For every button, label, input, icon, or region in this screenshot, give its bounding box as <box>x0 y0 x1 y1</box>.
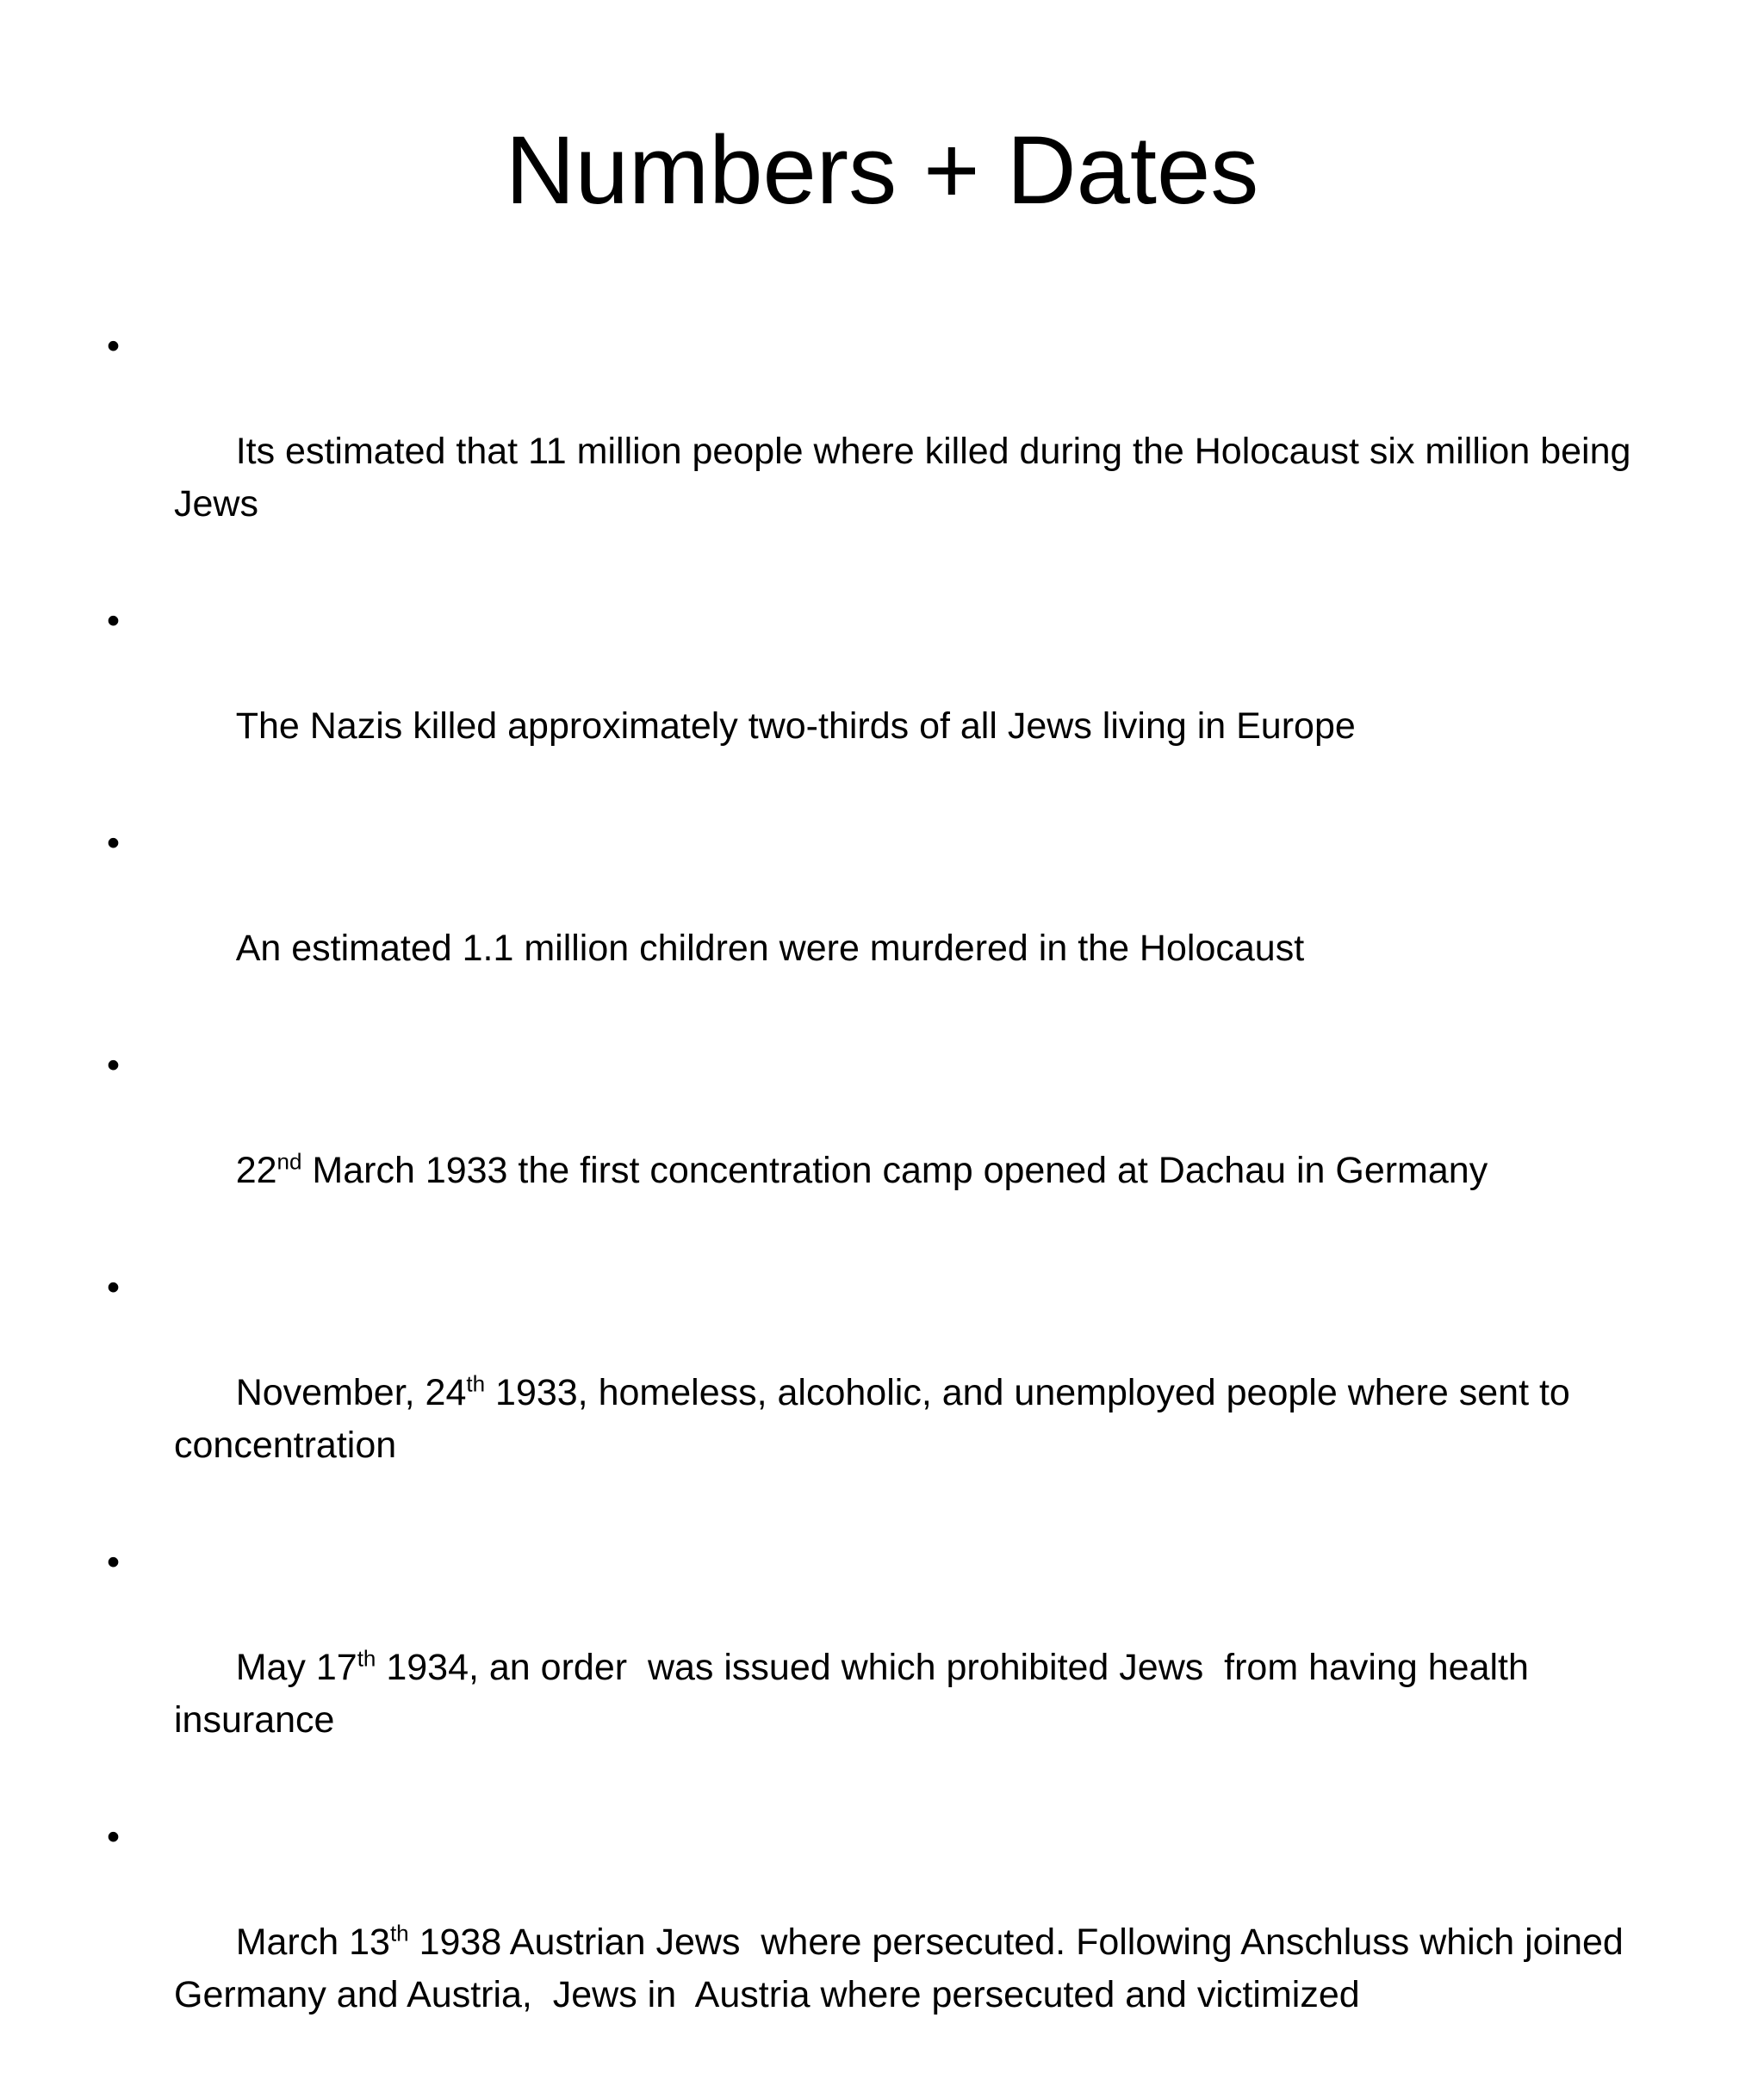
bullet-item <box>102 1811 1686 2074</box>
bullet-text-part: March 1933 the first concentration camp opened at Dachau in Germany <box>301 1150 1488 1191</box>
bullet-item <box>102 320 1686 583</box>
bullet-icon: • <box>107 823 121 864</box>
bullet-text-part: 1933, homeless, alcoholic, and unemployed people where sent to concentration <box>174 1372 1581 1466</box>
bullet-text-part: 22 <box>235 1150 277 1191</box>
bullet-text-part: The Nazis killed approximately two-thirds of all Jews living in Europe <box>235 705 1356 747</box>
bullet-text <box>236 1150 1488 1191</box>
bullet-icon: • <box>107 1816 121 1858</box>
slide-title: Numbers + Dates <box>505 116 1259 224</box>
bullet-icon: • <box>107 1045 121 1086</box>
bullet-icon: • <box>107 1267 121 1308</box>
bullet-text <box>174 431 1641 525</box>
bullet-text-part: An estimated 1.1 million children were murdered in the Holocaust <box>235 928 1305 969</box>
bullet-text <box>174 1647 1539 1741</box>
bullet-text-part: March 13 <box>235 1921 390 1963</box>
bullet-text <box>236 928 1304 969</box>
bullet-item <box>102 595 1686 805</box>
bullet-item <box>102 1262 1686 1524</box>
bullet-text-part: November, 24 <box>235 1372 467 1413</box>
bullet-text-part: 1934, an order was issued which prohibited Jews from having health insurance <box>174 1647 1539 1741</box>
bullet-icon: • <box>107 600 121 642</box>
ordinal-suffix: th <box>389 1920 409 1946</box>
bullet-icon: • <box>107 326 121 367</box>
bullet-icon: • <box>107 1542 121 1583</box>
bullet-text-part: Its estimated that 11 million people where killed during the Holocaust six million being Jews <box>174 431 1642 525</box>
bullet-item <box>102 1040 1686 1250</box>
bullet-item <box>102 1537 1686 1799</box>
ordinal-suffix: th <box>357 1645 376 1672</box>
bullet-text <box>174 1921 1634 2015</box>
bullet-text-part: May 17 <box>235 1647 357 1688</box>
ordinal-suffix: nd <box>276 1148 302 1175</box>
bullet-text <box>236 705 1356 747</box>
bullet-text-part: 1938 Austrian Jews where persecuted. Following Anschluss which joined Germany and Austria, Jews in Austria where persecuted and victimized <box>174 1921 1634 2015</box>
ordinal-suffix: th <box>466 1370 486 1397</box>
bullet-item <box>102 817 1686 1027</box>
bullet-text <box>174 1372 1581 1466</box>
bullet-list <box>102 320 1686 2086</box>
